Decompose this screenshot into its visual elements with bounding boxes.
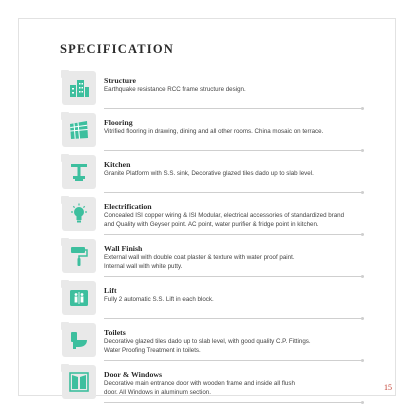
spec-name: Flooring	[104, 118, 133, 127]
spec-name: Lift	[104, 286, 117, 295]
divider	[104, 108, 364, 109]
tiles-icon	[62, 113, 96, 147]
lift-icon	[62, 281, 96, 315]
spec-item-flooring	[62, 112, 362, 152]
divider	[104, 360, 364, 361]
spec-name: Structure	[104, 76, 136, 85]
spec-description: Decorative main entrance door with wooden frame and inside all flush	[104, 380, 295, 387]
spec-item-electrification	[62, 196, 362, 236]
spec-description: door. All Windows in aluminum section.	[104, 389, 211, 397]
spec-description: Concealed ISI copper wiring & ISI Modular, electrical accessories of standardized brand	[104, 212, 345, 219]
specification-list	[62, 70, 362, 406]
building-icon	[62, 71, 96, 105]
spec-description: Internal wall with white putty.	[104, 263, 183, 271]
spec-description: Decorative glazed tiles dado up to slab level, with good quality C.P. Fittings.	[104, 338, 311, 345]
spec-description: Water Proofing Treatment in toilets.	[104, 347, 201, 355]
divider	[104, 234, 364, 235]
spec-description: Fully 2 automatic S.S. Lift in each block.	[104, 296, 214, 303]
spec-item-toilets	[62, 322, 362, 362]
spec-description: Vitrified flooring in drawing, dining and all other rooms. China mosaic on terrace.	[104, 128, 324, 135]
spec-description: External wall with double coat plaster & texture with water proof paint.	[104, 254, 295, 261]
bulb-icon	[62, 197, 96, 231]
spec-item-wall-finish	[62, 238, 362, 278]
spec-item-lift	[62, 280, 362, 320]
divider	[104, 402, 364, 403]
spec-description: Earthquake resistance RCC frame structure design.	[104, 86, 246, 93]
spec-name: Door & Windows	[104, 370, 163, 379]
divider	[104, 276, 364, 277]
divider	[104, 318, 364, 319]
page-title: SPECIFICATION	[60, 42, 174, 56]
door-icon	[62, 365, 96, 399]
paint-roller-icon	[62, 239, 96, 273]
spec-item-door-windows	[62, 364, 362, 404]
spec-item-kitchen	[62, 154, 362, 194]
divider	[104, 192, 364, 193]
spec-description: and Quality with Geyser point. AC point, water purifier & fridge point in kitchen.	[104, 221, 319, 229]
page-number: 15	[384, 383, 392, 392]
spec-name: Toilets	[104, 328, 126, 337]
spec-name: Kitchen	[104, 160, 131, 169]
spec-item-structure	[62, 70, 362, 110]
toilet-icon	[62, 323, 96, 357]
spec-description: Granite Platform with S.S. sink, Decorative glazed tiles dado up to slab level.	[104, 170, 314, 177]
spec-name: Wall Finish	[104, 244, 143, 253]
spec-name: Electrification	[104, 202, 152, 211]
faucet-icon	[62, 155, 96, 189]
divider	[104, 150, 364, 151]
